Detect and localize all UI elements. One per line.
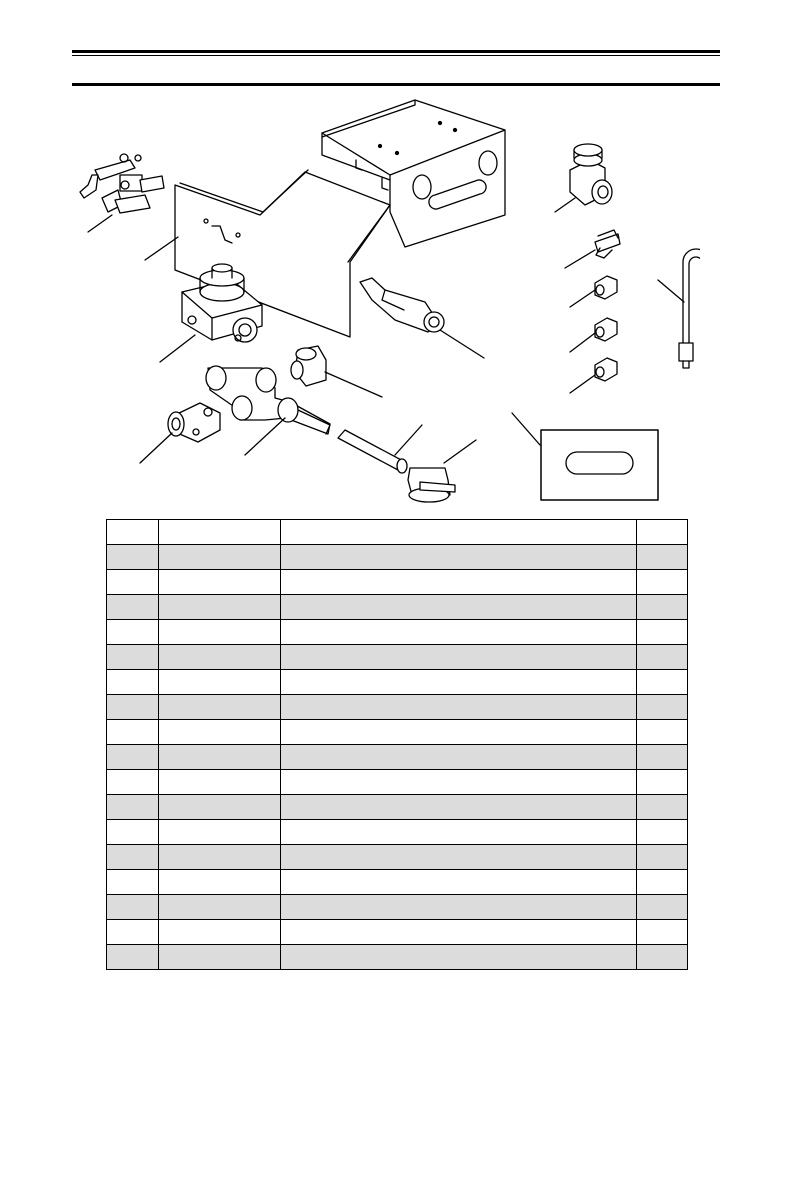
table-cell	[159, 720, 281, 745]
table-cell	[107, 670, 159, 695]
table-row	[107, 820, 688, 845]
table-cell	[107, 820, 159, 845]
table-cell	[637, 745, 688, 770]
leader-line-1	[145, 237, 178, 260]
table-cell	[107, 745, 159, 770]
table-cell	[637, 670, 688, 695]
table-row	[107, 895, 688, 920]
table-cell	[637, 870, 688, 895]
parts-list-table	[106, 519, 688, 970]
orifice-fitting	[570, 358, 617, 393]
parts-list-body	[107, 520, 688, 970]
male-connector	[565, 230, 620, 268]
table-row	[107, 570, 688, 595]
table-cell	[107, 845, 159, 870]
table-cell	[281, 895, 637, 920]
header-rule-bottom-thick	[72, 83, 720, 86]
table-cell	[637, 820, 688, 845]
table-cell	[637, 795, 688, 820]
header-rule-top-thin	[72, 55, 720, 56]
table-cell	[159, 745, 281, 770]
table-cell	[107, 695, 159, 720]
table-cell	[637, 770, 688, 795]
table-cell	[637, 570, 688, 595]
table-cell	[107, 870, 159, 895]
table-row	[107, 795, 688, 820]
brass-fitting	[140, 403, 220, 463]
table-cell	[159, 920, 281, 945]
table-header-row	[107, 520, 688, 545]
table-cell	[281, 820, 637, 845]
flare-nut	[570, 318, 617, 352]
exploded-parts-diagram	[60, 95, 700, 515]
table-cell	[281, 770, 637, 795]
table-cell	[637, 695, 688, 720]
header-cell	[107, 520, 159, 545]
table-cell	[159, 570, 281, 595]
table-cell	[107, 645, 159, 670]
table-cell	[107, 945, 159, 970]
table-cell	[637, 920, 688, 945]
table-cell	[281, 920, 637, 945]
table-cell	[107, 920, 159, 945]
table-cell	[637, 645, 688, 670]
table-row	[107, 920, 688, 945]
table-cell	[281, 570, 637, 595]
table-cell	[281, 845, 637, 870]
table-cell	[637, 595, 688, 620]
table-cell	[107, 595, 159, 620]
table-row	[107, 720, 688, 745]
table-cell	[281, 545, 637, 570]
table-cell	[159, 870, 281, 895]
table-row	[107, 620, 688, 645]
table-row	[107, 845, 688, 870]
table-cell	[159, 770, 281, 795]
header-cell	[281, 520, 637, 545]
table-cell	[281, 670, 637, 695]
table-cell	[107, 570, 159, 595]
table-cell	[159, 620, 281, 645]
table-cell	[637, 720, 688, 745]
table-cell	[159, 945, 281, 970]
table-cell	[107, 545, 159, 570]
table-cell	[159, 645, 281, 670]
table-cell	[281, 720, 637, 745]
table-cell	[159, 845, 281, 870]
table-row	[107, 595, 688, 620]
table-cell	[159, 795, 281, 820]
table-cell	[281, 945, 637, 970]
header-cell	[159, 520, 281, 545]
table-cell	[281, 645, 637, 670]
table-cell	[107, 795, 159, 820]
table-cell	[159, 895, 281, 920]
table-row	[107, 745, 688, 770]
header-cell	[637, 520, 688, 545]
table-cell	[281, 595, 637, 620]
table-cell	[107, 770, 159, 795]
table-cell	[159, 695, 281, 720]
table-cell	[637, 620, 688, 645]
table-cell	[281, 745, 637, 770]
table-row	[107, 670, 688, 695]
table-cell	[637, 545, 688, 570]
table-row	[107, 870, 688, 895]
pilot-tubing	[658, 249, 700, 368]
table-row	[107, 645, 688, 670]
table-cell	[637, 895, 688, 920]
hex-nut	[570, 276, 617, 307]
table-row	[107, 770, 688, 795]
table-cell	[281, 695, 637, 720]
elbow-fitting	[555, 144, 612, 212]
table-cell	[281, 620, 637, 645]
table-cell	[159, 820, 281, 845]
piezo-igniter	[360, 278, 484, 358]
table-row	[107, 695, 688, 720]
control-knob	[408, 440, 476, 502]
table-cell	[107, 895, 159, 920]
plug-fitting	[291, 346, 382, 397]
pilot-assembly	[80, 154, 164, 232]
table-cell	[637, 845, 688, 870]
table-cell	[281, 795, 637, 820]
table-cell	[159, 595, 281, 620]
table-cell	[107, 620, 159, 645]
label-plate	[512, 413, 658, 500]
table-row	[107, 545, 688, 570]
table-cell	[281, 870, 637, 895]
header-rule-top-thick	[72, 50, 720, 53]
table-cell	[159, 670, 281, 695]
table-cell	[637, 945, 688, 970]
table-cell	[159, 545, 281, 570]
burner-tube	[338, 425, 422, 473]
table-row	[107, 945, 688, 970]
table-cell	[107, 720, 159, 745]
